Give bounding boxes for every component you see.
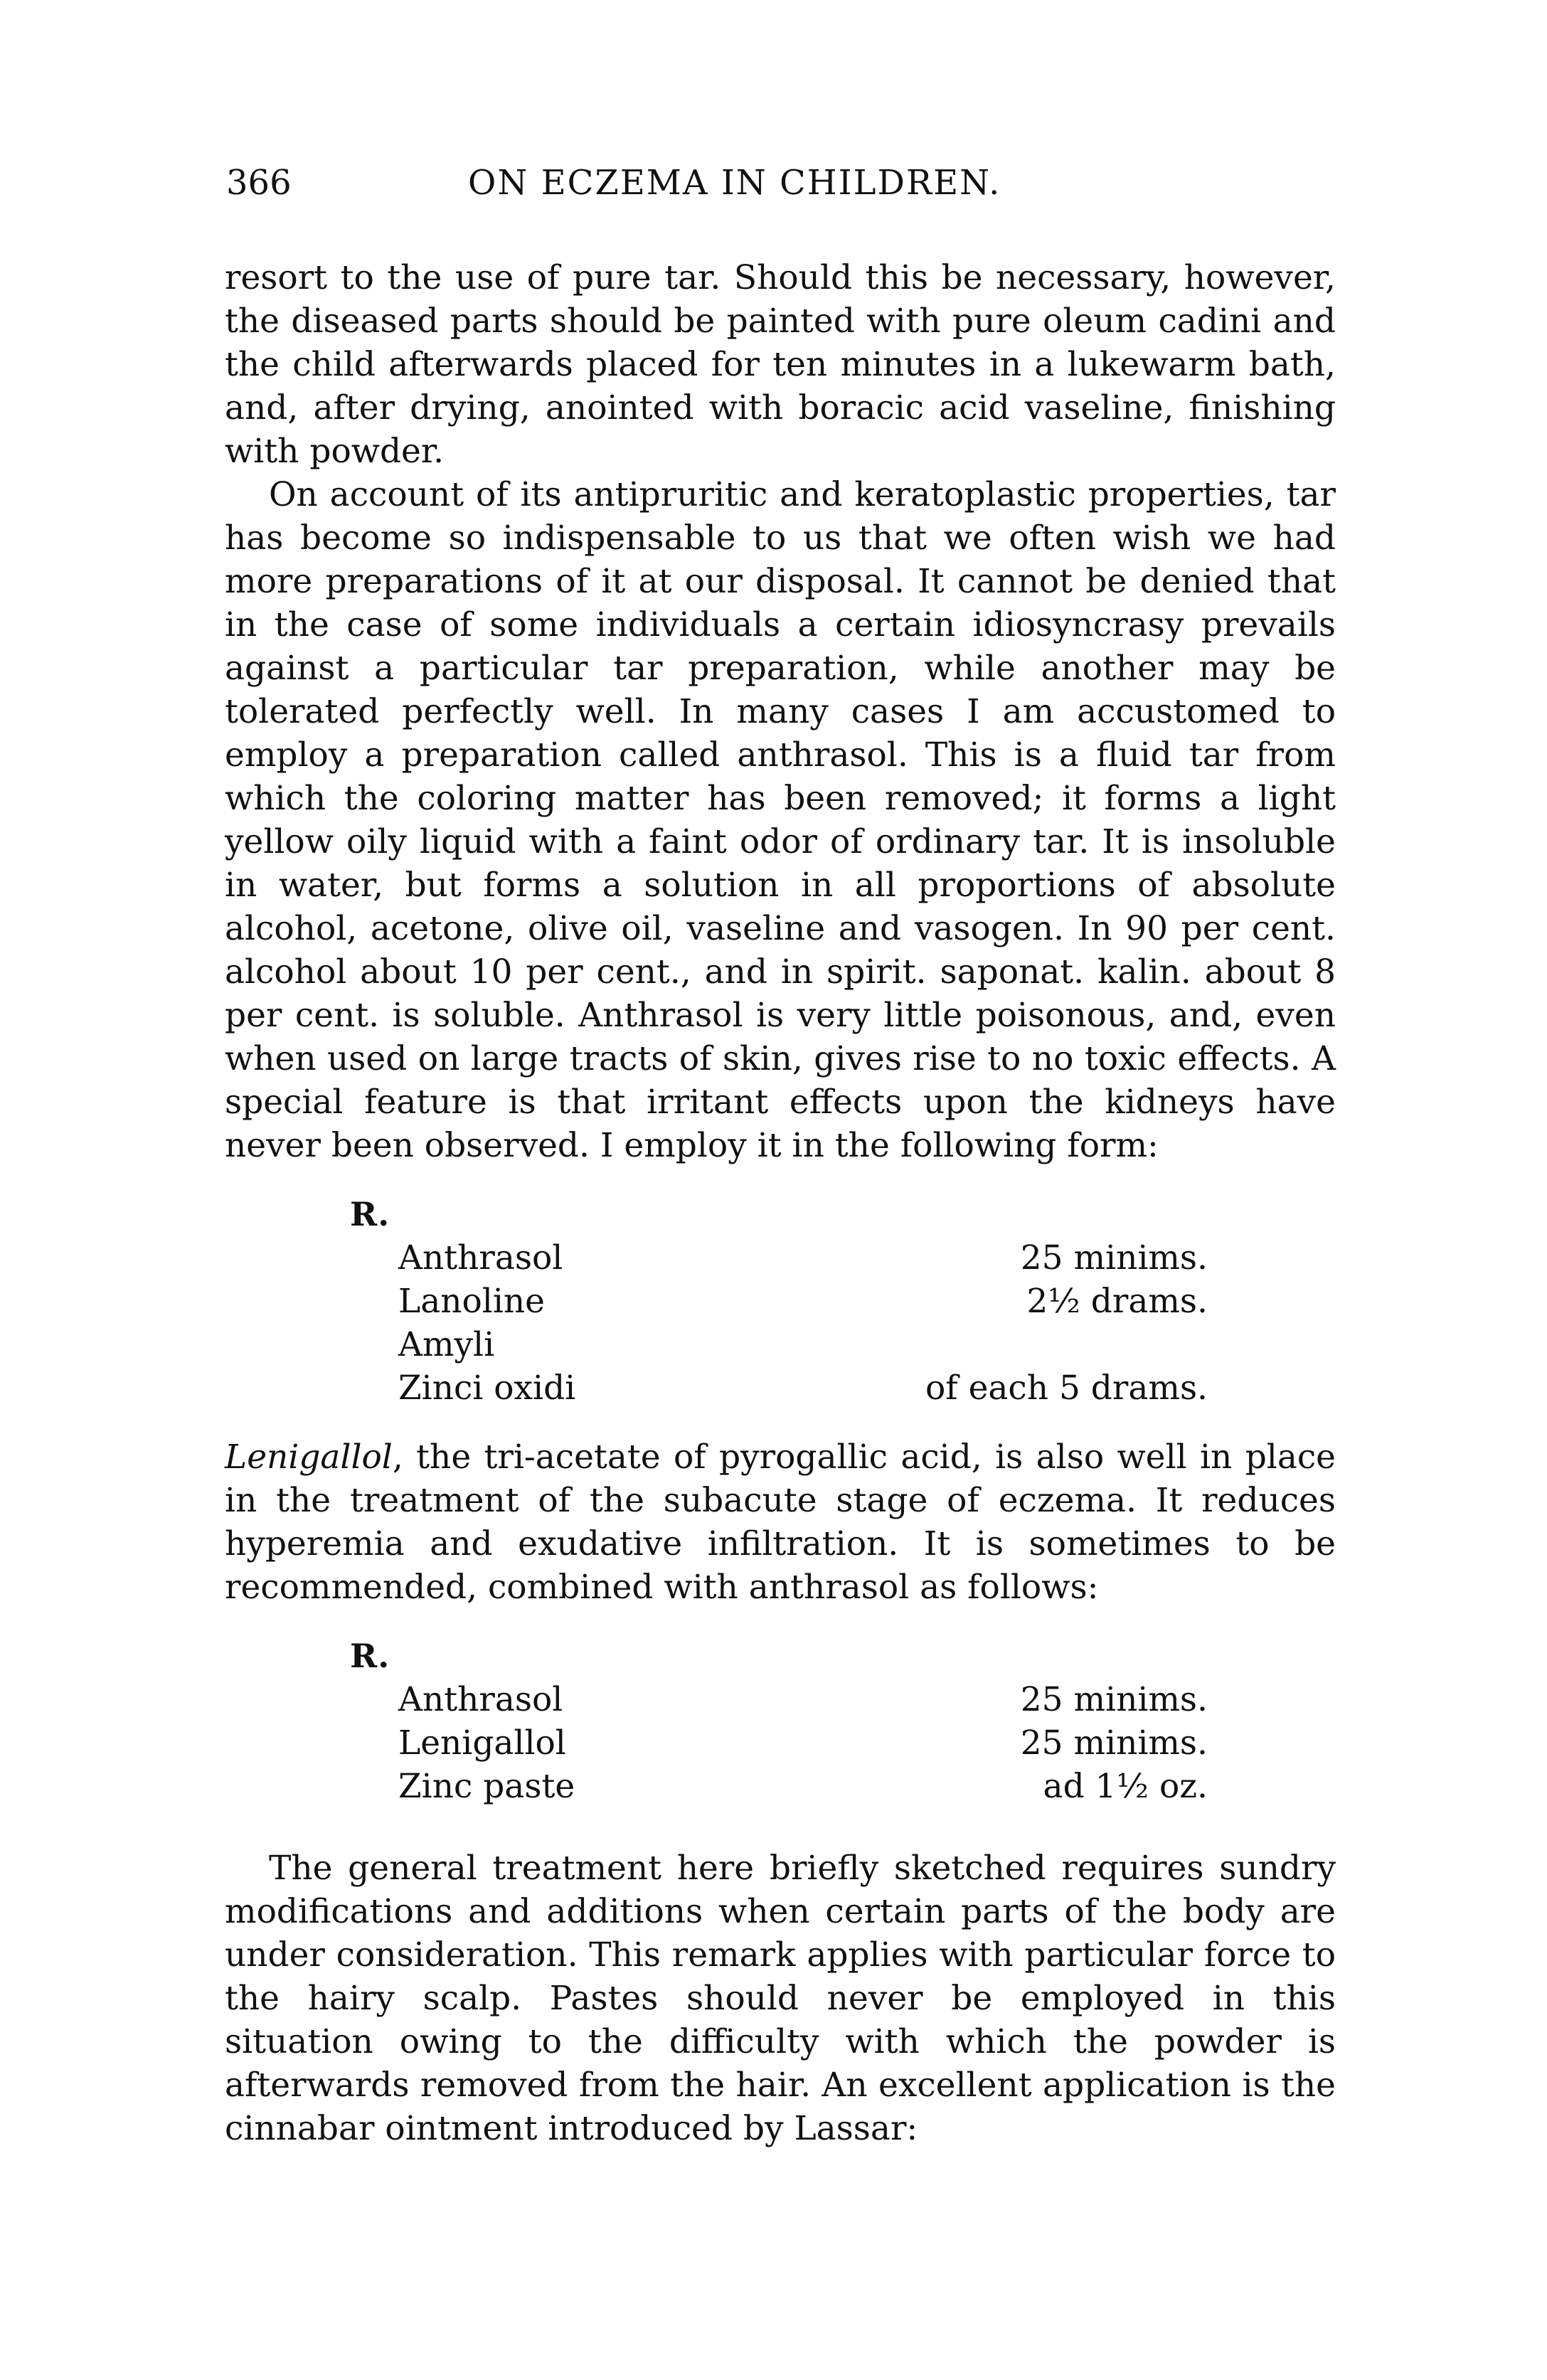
body-text bbox=[225, 256, 1336, 2150]
running-title: ON ECZEMA IN CHILDREN. bbox=[468, 163, 1001, 203]
paragraph-4: The general treatment here briefly sketched requires sundry modifications and additions when certain parts of the body are under consideration. This remark applies with particular force to the hairy scalp. Pastes should never be employed in this situation owing to the difficulty with which the powder is afterwards removed from the hair. An excellent application is the cinnabar ointment introduced by Lassar: bbox=[225, 1849, 1336, 2148]
paragraph-1: resort to the use of pure tar. Should this be necessary, however, the diseased parts should be painted with pure oleum cadini and the child afterwards placed for ten minutes in a lukewarm bath, and, after drying, anointed with boracic acid vaseline, finishing with powder. bbox=[225, 258, 1336, 471]
ingredient-amount: 25 minims. bbox=[1020, 1723, 1208, 1763]
ingredient-amount: 25 minims. bbox=[1020, 1680, 1208, 1719]
paragraph-2: On account of its antipruritic and keratoplastic properties, tar has become so indispensable to us that we often wish we had more preparations of it at our disposal. It cannot be denied that in the case of some individuals a certain idiosyncrasy prevails against a particular tar preparation, while another may be tolerated perfectly well. In many cases I am accustomed to employ a preparation called anthrasol. This is a fluid tar from which the coloring matter has been removed; it forms a light yellow oily liquid with a faint odor of ordinary tar. It is insoluble in water, but forms a solution in all proportions of absolute alcohol, acetone, olive oil, vaseline and vasogen. In 90 per cent. alcohol about 10 per cent., and in spirit. saponat. kalin. about 8 per cent. is soluble. Anthrasol is very little poisonous, and, even when used on large tracts of skin, gives rise to no toxic effects. A special feature is that irritant effects upon the kidneys have never been observed. I employ it in the following form: bbox=[225, 475, 1336, 1165]
ingredient-name: Lanoline bbox=[398, 1282, 545, 1321]
recipe-symbol: R. bbox=[350, 1195, 390, 1233]
page-number: 366 bbox=[226, 163, 292, 203]
ingredient-name: Zinc paste bbox=[398, 1767, 575, 1806]
recipe-symbol: R. bbox=[350, 1637, 390, 1675]
prescription-row bbox=[225, 1366, 1336, 1410]
prescription-2 bbox=[225, 1635, 1336, 1808]
ingredient-name: Amyli bbox=[398, 1325, 495, 1364]
prescription-row bbox=[225, 1765, 1336, 1808]
ingredient-amount: 25 minims. bbox=[1020, 1238, 1208, 1277]
paragraph-3-text: , the tri-acetate of pyrogallic acid, is also well in place in the treatment of the subacute stage of eczema. It reduces hyperemia and exudative infiltration. It is sometimes to be recommended, combined with anthrasol as follows: bbox=[225, 1438, 1336, 1607]
ingredient-name: Lenigallol bbox=[398, 1723, 566, 1763]
lenigallol-term: Lenigallol bbox=[225, 1438, 393, 1477]
ingredient-amount: 2½ drams. bbox=[1026, 1282, 1208, 1321]
prescription-row bbox=[225, 1280, 1336, 1323]
ingredient-name: Anthrasol bbox=[398, 1238, 563, 1277]
prescription-1 bbox=[225, 1193, 1336, 1410]
prescription-row bbox=[225, 1678, 1336, 1721]
page-header bbox=[226, 158, 1336, 208]
ingredient-amount: ad 1½ oz. bbox=[1043, 1767, 1208, 1806]
ingredient-amount: of each 5 drams. bbox=[925, 1369, 1208, 1408]
prescription-row bbox=[225, 1323, 1336, 1366]
prescription-row bbox=[225, 1236, 1336, 1280]
ingredient-name: Zinci oxidi bbox=[398, 1369, 576, 1408]
paragraph-3 bbox=[225, 1435, 1336, 1609]
prescription-row bbox=[225, 1721, 1336, 1765]
ingredient-name: Anthrasol bbox=[398, 1680, 563, 1719]
